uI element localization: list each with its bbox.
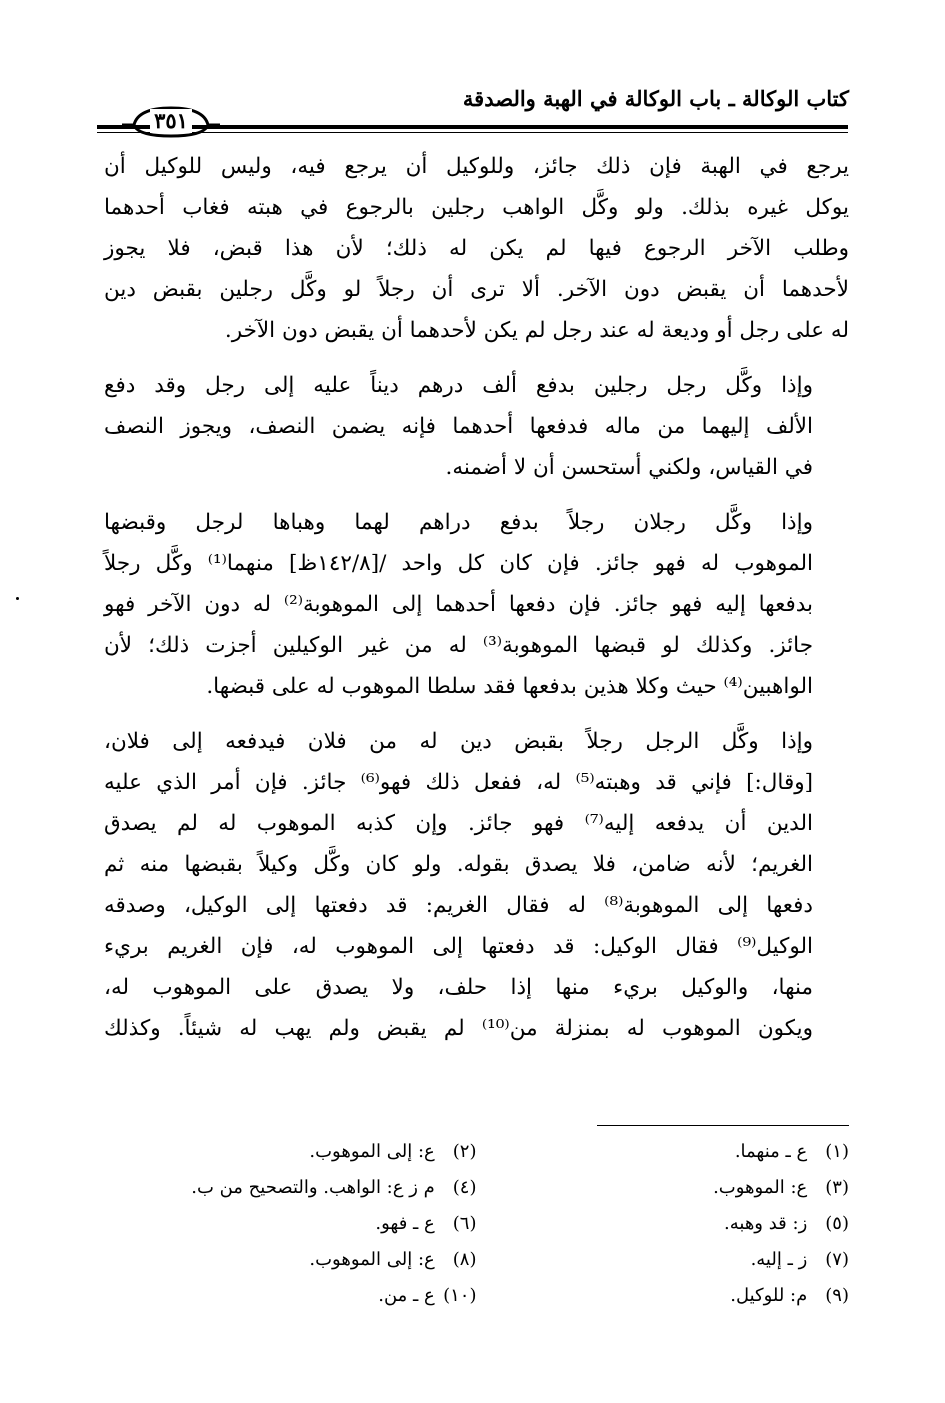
text-line: [وقال:] فإني قد وهبته⁽⁵⁾ له، ففعل ذلك فهو⁽⁶⁾ جائز. فإن أمر الذي عليه bbox=[104, 770, 814, 795]
footnote-row bbox=[104, 1242, 849, 1278]
text-line: الموهوب له فهو جائز. فإن كان كل واحد /[١٤٢/٨ظ] منهما⁽¹⁾ وكَّل رجلاً bbox=[104, 551, 814, 576]
footnote-text: ع: إلى الموهوب. bbox=[309, 1141, 435, 1162]
footnotes bbox=[104, 1134, 849, 1314]
footnote-text: ع: الموهوب. bbox=[713, 1177, 808, 1198]
footnote-number: (١٠) bbox=[443, 1285, 477, 1306]
footnote bbox=[104, 1242, 477, 1278]
text-line: الألف إليهما من ماله فدفعها أحدهما فإنه يضمن النصف، ويجوز النصف bbox=[104, 414, 813, 439]
running-title: كتاب الوكالة ـ باب الوكالة في الهبة والصدقة bbox=[462, 86, 849, 111]
footnote-number: (٨) bbox=[452, 1249, 477, 1270]
footnote-text: ع ـ فهو. bbox=[375, 1213, 435, 1234]
text-line: وإذا وكَّل رجل رجلين بدفع ألف درهم ديناً عليه إلى رجل وقد دفع bbox=[104, 373, 813, 398]
footnote-row bbox=[104, 1206, 849, 1242]
footnote-row bbox=[104, 1134, 849, 1170]
text-line: وإذا وكَّل الرجل رجلاً بقبض دين له من فلان فيدفعه إلى فلان، bbox=[104, 729, 813, 754]
footnote bbox=[104, 1206, 477, 1242]
footnote bbox=[477, 1242, 850, 1278]
text-line: الوكيل⁽⁹⁾ فقال الوكيل: قد دفعتها إلى الموهوب له، فإن الغريم بريء bbox=[104, 934, 813, 959]
footnote-text: م ز ع: الواهب. والتصحيح من ب. bbox=[191, 1177, 435, 1198]
page-number-ornament bbox=[120, 104, 222, 138]
text-line: وطلب الآخر الرجوع فيها لم يكن له ذلك؛ لأن هذا قبض، فلا يجوز bbox=[104, 236, 849, 261]
footnote-text: م: للوكيل. bbox=[730, 1285, 808, 1306]
text-line: يوكل غيره بذلك. ولو وكَّل الواهب رجلين بالرجوع في هبته فغاب أحدهما bbox=[104, 195, 849, 220]
footnote bbox=[104, 1278, 477, 1314]
text-line: جائز. وكذلك لو قبضها الموهوبة⁽³⁾ له من غير الوكيلين أجزت ذلك؛ لأن bbox=[104, 633, 814, 658]
footnote-text: ز: قد وهبه. bbox=[724, 1213, 808, 1234]
footnote bbox=[477, 1206, 850, 1242]
footnote bbox=[104, 1170, 477, 1206]
paragraph bbox=[104, 146, 849, 351]
paragraph bbox=[104, 502, 849, 707]
text-line: الواهبين⁽⁴⁾ حيث وكلا هذين بدفعها فقد سلطا الموهوب له على قبضها. bbox=[206, 674, 813, 699]
footnote-number: (١) bbox=[825, 1141, 849, 1162]
main-text bbox=[104, 146, 849, 1063]
text-line: في القياس، ولكني أستحسن أن لا أضمنه. bbox=[445, 455, 813, 480]
text-line: الدين أن يدفعه إليه⁽⁷⁾ فهو جائز. وإن كذبه الموهوب له لم يصدق bbox=[104, 811, 813, 836]
paragraph bbox=[104, 721, 849, 1049]
margin-mark bbox=[16, 597, 19, 600]
text-line: منها، والوكيل بريء منها إذا حلف، ولا يصدق على الموهوب له، bbox=[104, 975, 813, 1000]
footnote bbox=[477, 1134, 850, 1170]
text-line: دفعها إلى الموهوبة⁽⁸⁾ له فقال الغريم: قد دفعتها إلى الوكيل، وصدقه bbox=[104, 893, 813, 918]
footnote-separator bbox=[597, 1125, 849, 1126]
text-line: لأحدهما أن يقبض دون الآخر. ألا ترى أن رجلاً لو وكَّل رجلين بقبض دين bbox=[104, 277, 849, 302]
footnote bbox=[477, 1278, 850, 1314]
footnote-row bbox=[104, 1170, 849, 1206]
footnote-number: (٤) bbox=[452, 1177, 477, 1198]
footnote-number: (٧) bbox=[825, 1249, 849, 1270]
footnote-number: (٥) bbox=[825, 1213, 849, 1234]
page-number: ٣٥١ bbox=[150, 109, 192, 133]
text-line: له على رجل أو وديعة له عند رجل لم يكن لأحدهما أن يقبض دون الآخر. bbox=[224, 318, 849, 343]
footnote bbox=[477, 1170, 850, 1206]
footnote-row bbox=[104, 1278, 849, 1314]
footnote-text: ع ـ منهما. bbox=[734, 1141, 808, 1162]
footnote-number: (٩) bbox=[825, 1285, 849, 1306]
text-line: ويكون الموهوب له بمنزلة من⁽¹⁰⁾ لم يقبض ولم يهب له شيئاً. وكذلك bbox=[104, 1016, 813, 1041]
text-line: وإذا وكَّل رجلان رجلاً بدفع دراهم لهما وهباها لرجل وقبضها bbox=[104, 510, 813, 535]
paragraph bbox=[104, 365, 849, 488]
text-line: يرجع في الهبة فإن ذلك جائز، وللوكيل أن يرجع فيه، وليس للوكيل أن bbox=[104, 154, 849, 179]
footnote-text: ع: إلى الموهوب. bbox=[309, 1249, 435, 1270]
footnote-number: (٢) bbox=[452, 1141, 477, 1162]
footnote-number: (٦) bbox=[452, 1213, 477, 1234]
footnote-text: ع ـ من. bbox=[378, 1285, 435, 1306]
footnote-text: ز ـ إليه. bbox=[750, 1249, 808, 1270]
footnote bbox=[104, 1134, 477, 1170]
text-line: بدفعها إليه فهو جائز. فإن دفعها أحدهما إلى الموهوبة⁽²⁾ له دون الآخر فهو bbox=[104, 592, 814, 617]
text-line: الغريم؛ لأنه ضامن، فلا يصدق بقوله. ولو كان وكَّل وكيلاً بقبضها منه ثم bbox=[104, 852, 813, 877]
footnote-number: (٣) bbox=[825, 1177, 849, 1198]
